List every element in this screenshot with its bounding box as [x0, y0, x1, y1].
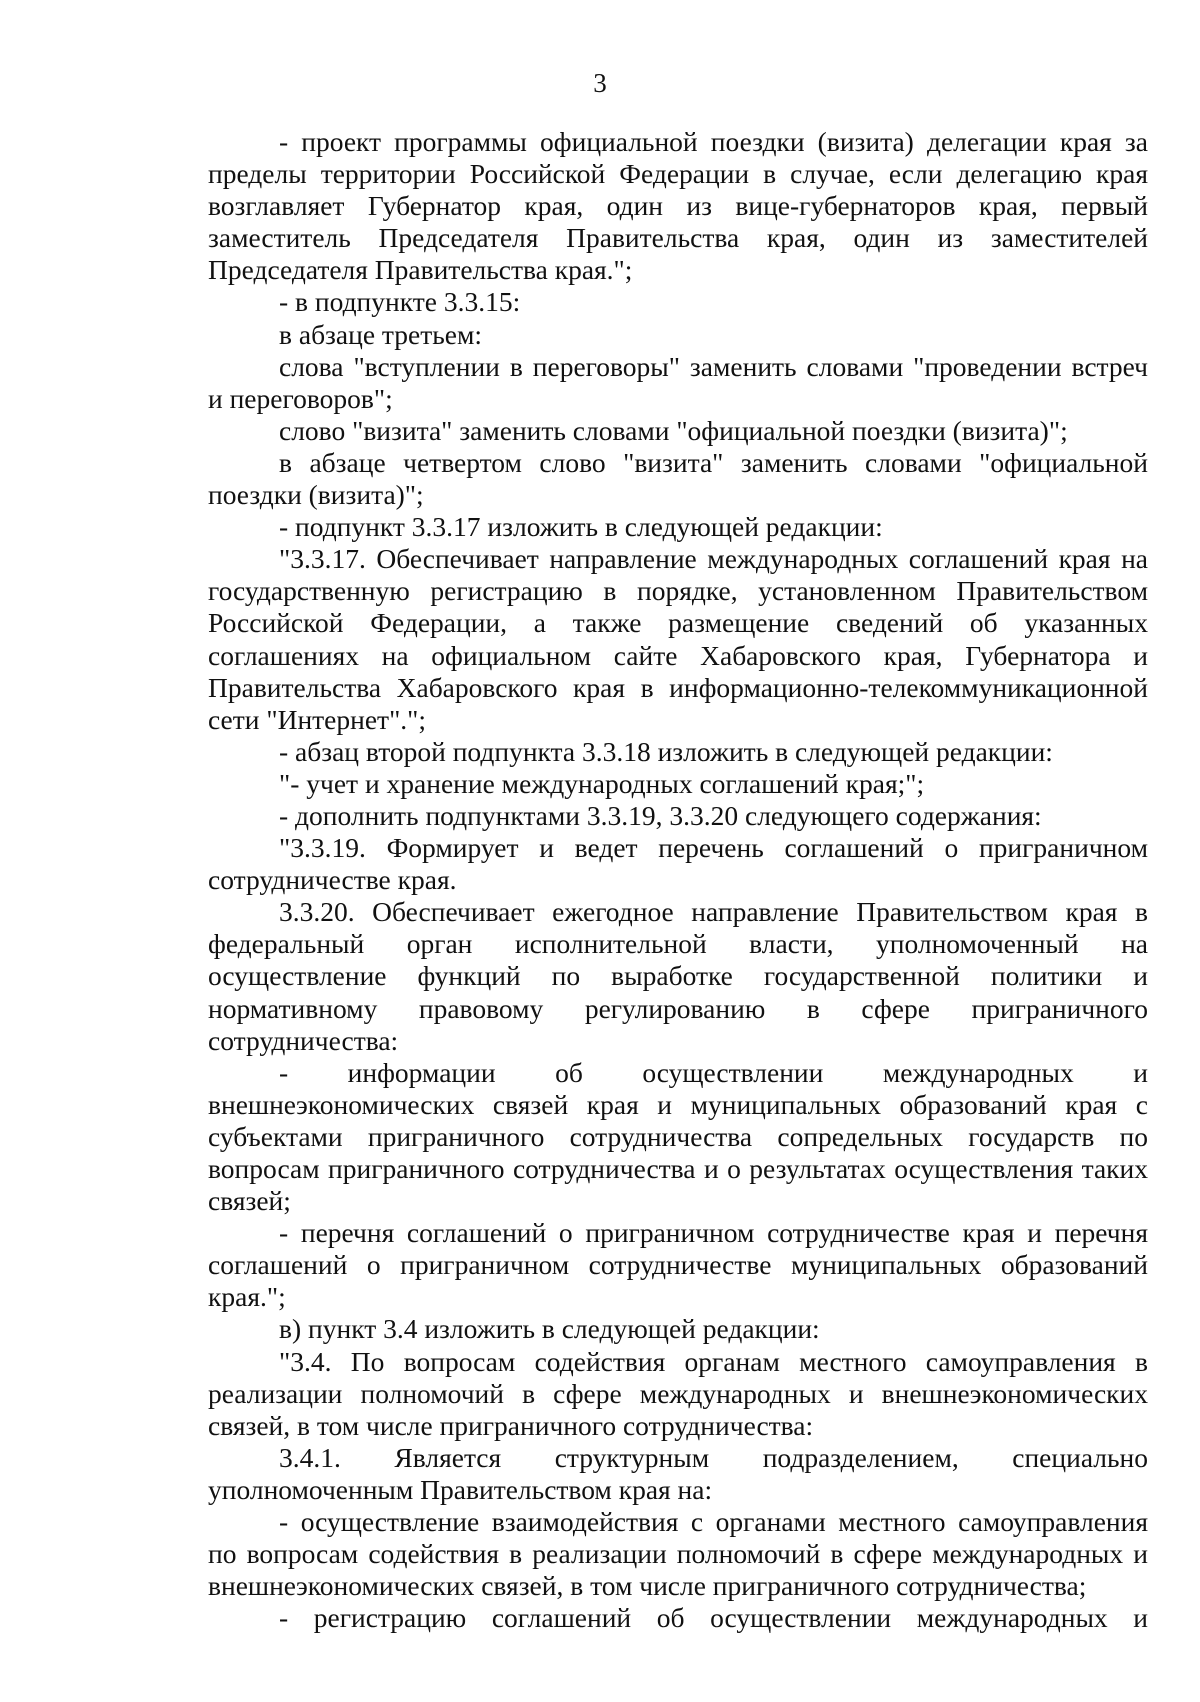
paragraph-add-subitems: - дополнить подпунктами 3.3.19, 3.3.20 следующего содержания: — [279, 799, 1042, 831]
paragraph-3-4-text: "3.4. По вопросам содействия органам местного самоуправления в реализации полномочий в сфере международных и внешнеэкономических связей, в том числе приграничного сотрудничества: — [208, 1345, 1148, 1441]
paragraph-3-3-20-text: 3.3.20. Обеспечивает ежегодное направление Правительством края в федеральный орган исполнительной власти, уполномоченный на осуществление функций по выработке государственной политики и нормативному правовому регулированию в сфере приграничного сотрудничества: — [208, 896, 1148, 1056]
paragraph-3-4-1-text: 3.4.1. Является структурным подразделением, специально уполномоченным Правительством края на: — [208, 1441, 1148, 1505]
paragraph-3-3-18-text: "- учет и хранение международных соглашений края;"; — [279, 767, 925, 799]
paragraph-subitem-3-3-17: - подпункт 3.3.17 изложить в следующей редакции: — [279, 511, 883, 543]
paragraph-subitem-3-3-15: - в подпункте 3.3.15: — [279, 286, 521, 318]
paragraph-replace-negotiations: слова "вступлении в переговоры" заменить словами "проведении встреч и переговоров"; — [208, 350, 1148, 414]
paragraph-third-abzats: в абзаце третьем: — [279, 318, 483, 350]
paragraph-interaction-item: - осуществление взаимодействия с органами местного самоуправления по вопросам содействия в реализации полномочий в сфере международных и внешнеэкономических связей, в том числе приграничного сотрудничества; — [208, 1506, 1148, 1602]
paragraph-replace-visit: слово "визита" заменить словами "официальной поездки (визита)"; — [279, 414, 1068, 446]
paragraph-subitem-3-3-18: - абзац второй подпункта 3.3.18 изложить в следующей редакции: — [279, 735, 1053, 767]
paragraph-program-draft: - проект программы официальной поездки (визита) делегации края за пределы территории Российской Федерации в случае, если делегацию края возглавляет Губернатор края, один из вице-губернаторов края, первый заместитель Председателя Правительства края, один из заместителей Председателя Правительства края."; — [208, 126, 1148, 286]
document-body — [208, 126, 1148, 1634]
paragraph-list-item: - перечня соглашений о приграничном сотрудничестве края и перечня соглашений о приграничном сотрудничестве муниципальных образований края."; — [208, 1217, 1148, 1313]
paragraph-3-3-19-text: "3.3.19. Формирует и ведет перечень соглашений о приграничном сотрудничестве края. — [208, 832, 1148, 896]
page-number: 3 — [593, 68, 607, 98]
paragraph-item-3-4: в) пункт 3.4 изложить в следующей редакции: — [279, 1313, 820, 1345]
paragraph-3-3-17-text: "3.3.17. Обеспечивает направление международных соглашений края на государственную регистрацию в порядке, установленном Правительством Российской Федерации, а также размещение сведений об указанных соглашениях на официальном сайте Хабаровского края, Губернатора и Правительства Хабаровского края в информационно-телекоммуникационной сети "Интернет"."; — [208, 543, 1148, 735]
paragraph-information-item: - информации об осуществлении международных и внешнеэкономических связей края и муниципальных образований края с субъектами приграничного сотрудничества сопредельных государств по вопросам приграничного сотрудничества и о результатах осуществления таких связей; — [208, 1056, 1148, 1217]
paragraph-fourth-abzats: в абзаце четвертом слово "визита" заменить словами "официальной поездки (визита)"; — [208, 446, 1148, 511]
paragraph-registration-item: - регистрацию соглашений об осуществлении международных и — [279, 1602, 1148, 1634]
